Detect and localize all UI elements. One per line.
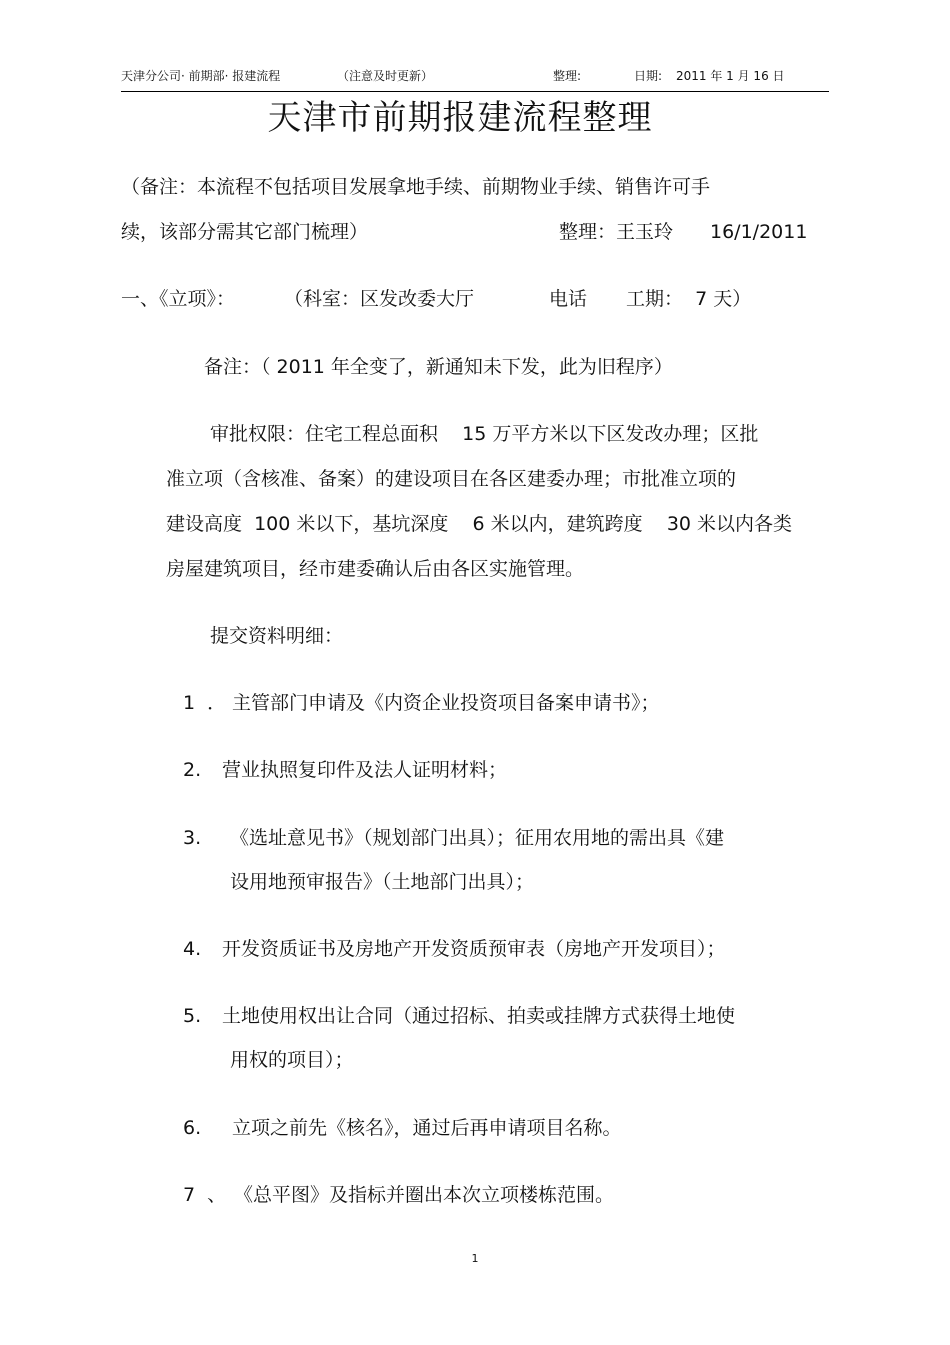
list-item-text: 用权的项目）； xyxy=(230,1049,354,1071)
header-update-note: （注意及时更新） xyxy=(337,69,434,83)
authority-line: 建设高度 100 米以下，基坑深度 6 米以内，建筑跨度 30 米以内各类 xyxy=(166,513,793,535)
intro-organizer: 整理：王玉玲 xyxy=(559,221,674,243)
authority-line: 审批权限：住宅工程总面积 15 万平方米以下区发改办理；区批 xyxy=(210,423,759,445)
authority-line: 准立项（含核准、备案）的建设项目在各区建委办理；市批准立项的 xyxy=(166,468,737,490)
header-date-value: 2011 年 1 月 16 日 xyxy=(676,69,785,83)
list-item-number: 5. xyxy=(183,1005,202,1027)
list-item-text: 主管部门申请及《内资企业投资项目备案申请书》； xyxy=(232,692,660,714)
authority-line: 房屋建筑项目，经市建委确认后由各区实施管理。 xyxy=(166,558,585,580)
intro-note-line-1: （备注：本流程不包括项目发展拿地手续、前期物业手续、销售许可手 xyxy=(121,176,711,198)
section-phone: 电话 xyxy=(549,288,588,310)
section-remark: 备注：（ 2011 年全变了，新通知未下发，此为旧程序） xyxy=(204,356,673,378)
materials-heading: 提交资料明细： xyxy=(210,625,344,647)
page-number: 1 xyxy=(471,1252,479,1265)
list-item-number: 7 、 xyxy=(183,1184,227,1206)
page-title: 天津市前期报建流程整理 xyxy=(267,98,653,138)
list-item-number: 4. xyxy=(183,938,202,960)
section-department: （科室：区发改委大厅 xyxy=(284,288,475,310)
list-item-number: 6. xyxy=(183,1117,202,1139)
list-item-text: 土地使用权出让合同（通过招标、拍卖或挂牌方式获得土地使 xyxy=(222,1005,736,1027)
list-item-number: 1 ． xyxy=(183,692,227,714)
list-item-text: 《选址意见书》（规划部门出具）；征用农用地的需出具《建 xyxy=(230,827,725,849)
header-organizer-label: 整理: xyxy=(553,69,582,83)
header-rule xyxy=(121,91,829,92)
list-item-number: 3. xyxy=(183,827,202,849)
section-heading: 一、《立项》： xyxy=(121,288,236,310)
list-item-text: 立项之前先《核名》，通过后再申请项目名称。 xyxy=(232,1117,622,1139)
header-date-label: 日期: xyxy=(634,69,663,83)
section-work-period: 工期： 7 天） xyxy=(626,288,752,310)
intro-note-line-2: 续，该部分需其它部门梳理） xyxy=(121,221,369,243)
intro-date: 16/1/2011 xyxy=(710,221,808,243)
list-item-text: 设用地预审报告》（土地部门出具）； xyxy=(230,871,535,893)
list-item-text: 营业执照复印件及法人证明材料； xyxy=(222,759,508,781)
list-item-text: 《总平图》及指标并圈出本次立项楼栋范围。 xyxy=(234,1184,615,1206)
header-breadcrumb: 天津分公司· 前期部· 报建流程 xyxy=(121,69,281,83)
list-item-text: 开发资质证书及房地产开发资质预审表（房地产开发项目）； xyxy=(222,938,726,960)
list-item-number: 2. xyxy=(183,759,202,781)
